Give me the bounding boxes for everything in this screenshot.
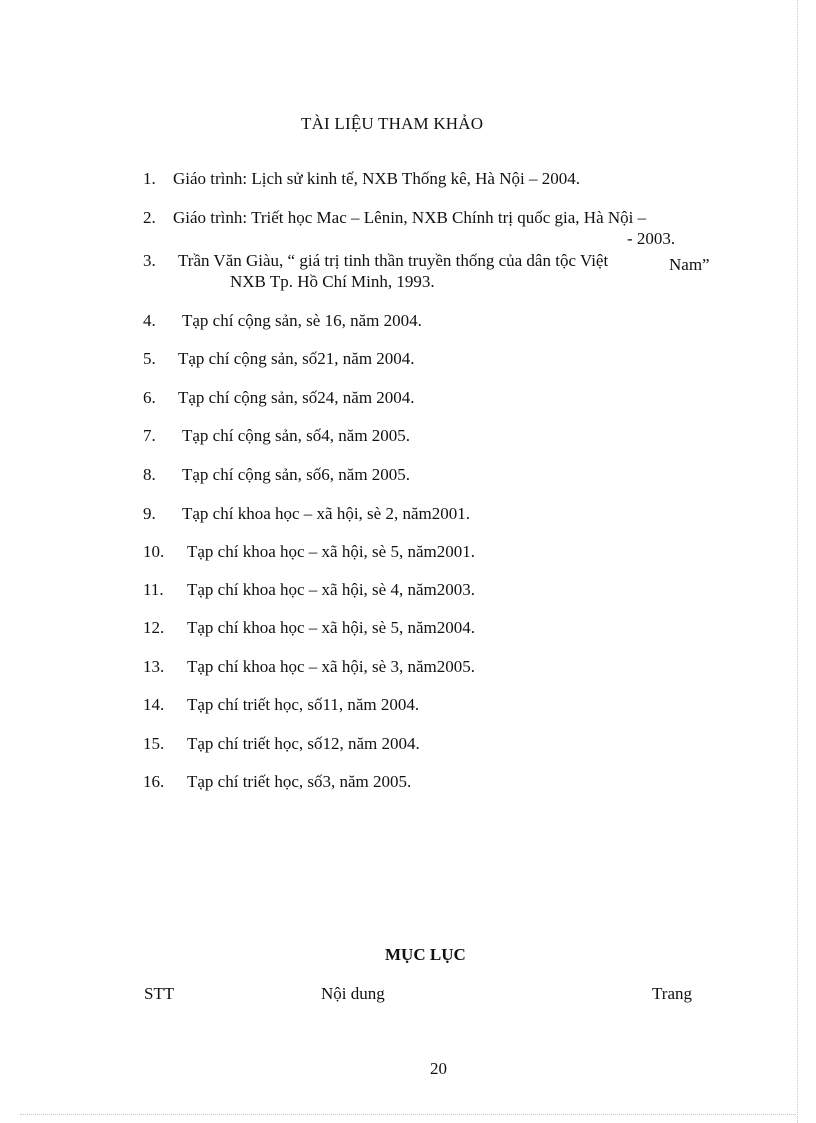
reference-number: 5.: [143, 349, 156, 368]
toc-header-page: Trang: [652, 984, 692, 1003]
reference-text-tail: Nam”: [669, 255, 710, 274]
page-bottom-border: [20, 1114, 796, 1115]
reference-number: 7.: [143, 426, 156, 445]
toc-header-stt: STT: [144, 984, 175, 1003]
reference-number: 10.: [143, 542, 165, 561]
reference-text: Giáo trình: Lịch sử kinh tế, NXB Thống kê, Hà Nội – 2004.: [173, 169, 580, 188]
reference-text: Tạp chí cộng sản, số21, năm 2004.: [178, 349, 415, 368]
reference-text: Tạp chí khoa học – xã hội, sè 3, năm2005.: [187, 657, 475, 676]
reference-text: Tạp chí triết học, số3, năm 2005.: [187, 772, 412, 791]
reference-text: Tạp chí khoa học – xã hội, sè 2, năm2001.: [182, 504, 470, 523]
reference-number: 15.: [143, 734, 165, 753]
reference-text: Tạp chí cộng sản, số24, năm 2004.: [178, 388, 415, 407]
reference-number: 1.: [143, 169, 156, 188]
reference-number: 8.: [143, 465, 156, 484]
page-number: 20: [430, 1059, 447, 1078]
reference-text: Tạp chí khoa học – xã hội, sè 5, năm2004.: [187, 618, 475, 637]
reference-text: Tạp chí triết học, số12, năm 2004.: [187, 734, 420, 753]
reference-text: Trần Văn Giàu, “ giá trị tinh thần truyền thống của dân tộc Việt: [178, 251, 609, 270]
reference-number: 12.: [143, 618, 165, 637]
toc-title: MỤC LỤC: [385, 945, 466, 964]
reference-text: Tạp chí triết học, số11, năm 2004.: [187, 695, 420, 714]
reference-text: Tạp chí cộng sản, số6, năm 2005.: [182, 465, 411, 484]
reference-number: 16.: [143, 772, 165, 791]
references-title: TÀI LIỆU THAM KHẢO: [301, 114, 484, 133]
reference-continuation: NXB Tp. Hồ Chí Minh, 1993.: [230, 272, 435, 291]
reference-number: 9.: [143, 504, 156, 523]
reference-number: 2.: [143, 208, 156, 227]
reference-continuation: - 2003.: [627, 229, 676, 248]
reference-text: Tạp chí cộng sản, sè 16, năm 2004.: [182, 311, 422, 330]
reference-number: 3.: [143, 251, 156, 270]
toc-header-content: Nội dung: [321, 984, 385, 1003]
reference-number: 6.: [143, 388, 156, 407]
reference-text: Tạp chí cộng sản, số4, năm 2005.: [182, 426, 411, 445]
reference-number: 14.: [143, 695, 165, 714]
reference-text: Tạp chí khoa học – xã hội, sè 5, năm2001.: [187, 542, 475, 561]
reference-text: Tạp chí khoa học – xã hội, sè 4, năm2003.: [187, 580, 475, 599]
reference-text: Giáo trình: Triết học Mac – Lênin, NXB Chính trị quốc gia, Hà Nội –: [173, 208, 647, 227]
page-right-border: [797, 0, 798, 1123]
reference-number: 11.: [143, 580, 164, 599]
reference-number: 4.: [143, 311, 156, 330]
reference-number: 13.: [143, 657, 165, 676]
